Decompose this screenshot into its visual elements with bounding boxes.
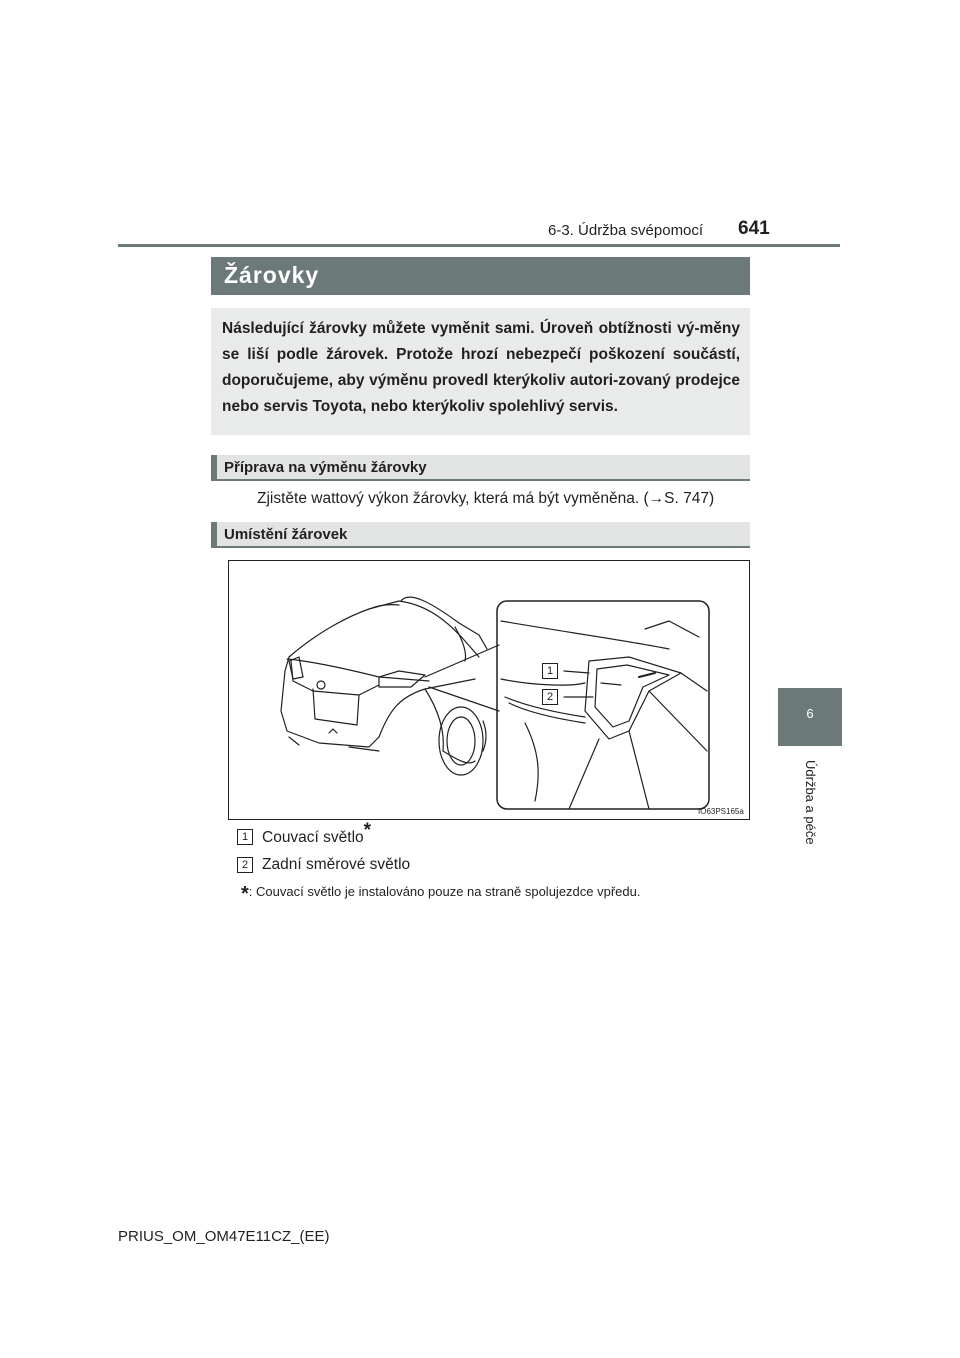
- page-number: 641: [738, 218, 770, 239]
- asterisk-mark: *: [363, 820, 372, 841]
- legend-item-1: [262, 820, 372, 847]
- legend-number-1: 1: [237, 829, 253, 845]
- bulb-location-figure: [228, 560, 750, 820]
- legend-number-2: 2: [237, 857, 253, 873]
- section-text-preparation: Zjistěte wattový výkon žárovky, která má být vyměněna. (→S. 747): [257, 490, 715, 507]
- header-rule: [118, 244, 840, 247]
- callout-1: 1: [542, 663, 558, 679]
- legend-label-2: Zadní směrové světlo: [262, 856, 411, 873]
- callout-2: 2: [542, 689, 558, 705]
- page-title: Žárovky: [224, 262, 320, 288]
- chapter-title-vertical: [802, 760, 820, 870]
- car-rear-illustration: [229, 561, 749, 819]
- chapter-number: 6: [806, 706, 814, 721]
- footnote: [241, 883, 640, 906]
- chapter-title: Údržba a péče: [803, 760, 818, 845]
- footnote-text: : Couvací světlo je instalováno pouze na straně spolujezdce vpředu.: [248, 884, 641, 899]
- section-heading-location: Umístění žárovek: [224, 526, 348, 543]
- footnote-mark: *: [241, 883, 249, 905]
- figure-code: IO63PS165a: [698, 807, 744, 816]
- section-label: 6-3. Údržba svépomocí: [548, 222, 704, 239]
- document-code: PRIUS_OM_OM47E11CZ_(EE): [118, 1228, 330, 1245]
- intro-text: Následující žárovky můžete vyměnit sami. Úroveň obtížnosti vý-měny se liší podle žárovek. Protože hrozí nebezpečí poškození součástí, doporučujeme, aby výměnu provedl kterýkoliv autori-zovaný prodejce nebo servis Toyota, nebo kterýkoliv spolehlivý servis.: [222, 320, 740, 415]
- section-heading-preparation: Příprava na výměnu žárovky: [224, 459, 427, 476]
- legend-label-1: Couvací světlo: [262, 829, 364, 846]
